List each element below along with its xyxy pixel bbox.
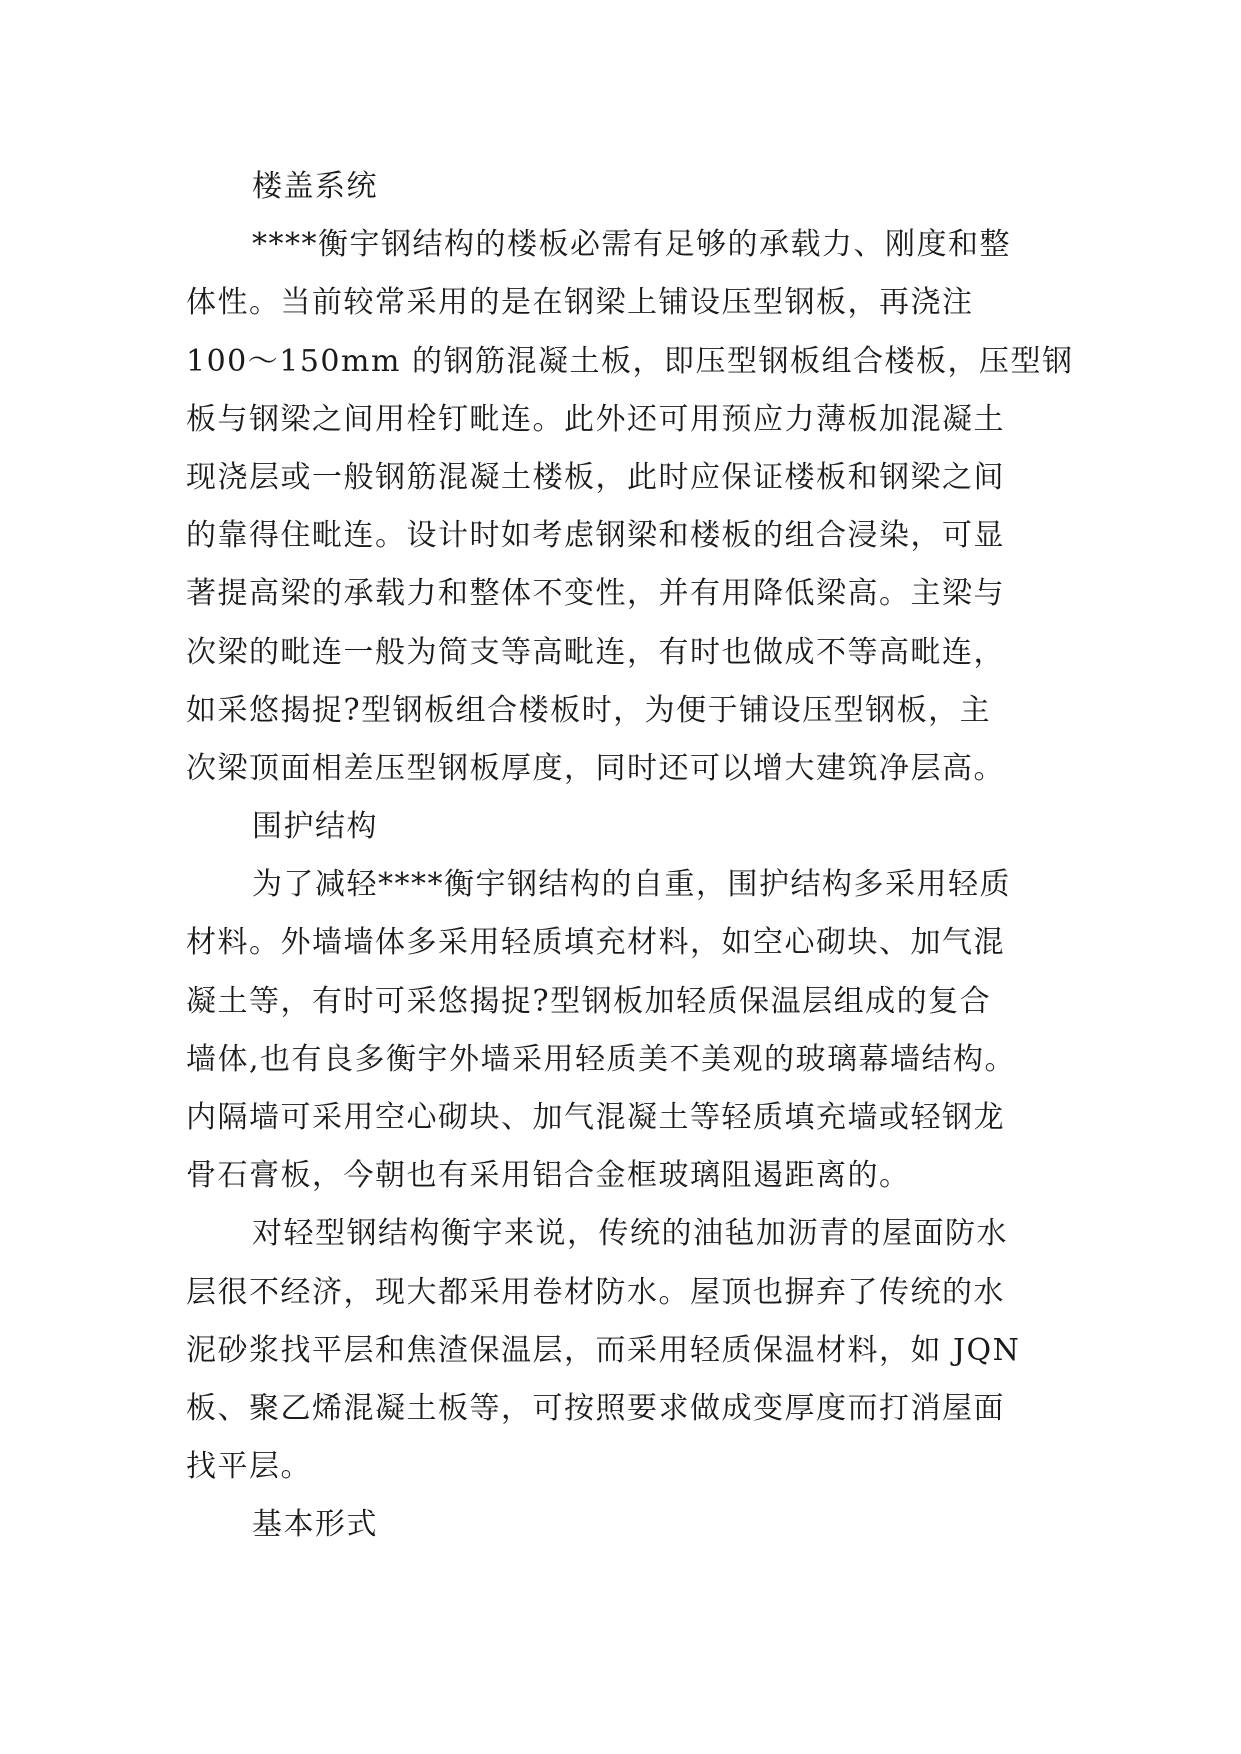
section-heading-basic-form [186, 1496, 1066, 1554]
paragraph-line: 如采悠揭捉?型钢板组合楼板时，为便于铺设压型钢板，主 [186, 692, 992, 728]
heading-line: 楼盖系统 [252, 169, 378, 204]
section-heading-envelope-structure [186, 798, 1066, 856]
paragraph-floor-system [186, 216, 1074, 798]
paragraph-line: ****衡宇钢结构的楼板必需有足够的承载力、刚度和整 [252, 227, 1011, 263]
heading-line: 基本形式 [252, 1507, 378, 1543]
paragraph-line: 为了减轻****衡宇钢结构的自重，围护结构多采用轻质 [252, 867, 1011, 903]
paragraph-line: 的靠得住毗连。设计时如考虑钢梁和楼板的组合浸染，可显 [186, 518, 1005, 554]
paragraph-line: 墙体,也有良多衡宇外墙采用轻质美不美观的玻璃幕墙结构。 [186, 1041, 1017, 1077]
paragraph-line: 著提高梁的承载力和整体不变性，并有用降低梁高。主梁与 [186, 576, 1005, 612]
paragraph-line: 凝土等，有时可采悠揭捉?型钢板加轻质保温层组成的复合 [186, 983, 992, 1019]
paragraph-line: 骨石膏板，今朝也有采用铝合金框玻璃阻遏距离的。 [186, 1158, 911, 1194]
heading-line: 围护结构 [252, 809, 378, 845]
paragraph-line: 内隔墙可采用空心砌块、加气混凝土等轻质填充墙或轻钢龙 [186, 1100, 1005, 1135]
paragraph-line: 材料。外墙墙体多采用轻质填充材料，如空心砌块、加气混 [186, 925, 1005, 961]
paragraph-line: 找平层。 [186, 1449, 312, 1485]
paragraph-line: 层很不经济，现大都采用卷材防水。屋顶也摒弃了传统的水 [186, 1274, 1005, 1310]
paragraph-line: 100～150mm 的钢筋混凝土板，即压型钢板组合楼板，压型钢 [186, 343, 1074, 379]
paragraph-line: 板与钢梁之间用栓钉毗连。此外还可用预应力薄板加混凝土 [186, 401, 1005, 437]
paragraph-envelope-structure [186, 856, 1066, 1205]
paragraph-line: 体性。当前较常采用的是在钢梁上铺设压型钢板，再浇注 [186, 285, 974, 321]
paragraph-line: 次梁的毗连一般为简支等高毗连，有时也做成不等高毗连， [186, 634, 1005, 670]
paragraph-line: 次梁顶面相差压型钢板厚度，同时还可以增大建筑净层高。 [186, 750, 1005, 786]
paragraph-line: 对轻型钢结构衡宇来说，传统的油毡加沥青的屋面防水 [252, 1216, 1008, 1252]
paragraph-line: 现浇层或一般钢筋混凝土楼板，此时应保证楼板和钢梁之间 [186, 459, 1005, 495]
paragraph-line: 泥砂浆找平层和焦渣保温层，而采用轻质保温材料，如 JQN [186, 1332, 1021, 1368]
paragraph-line: 板、聚乙烯混凝土板等，可按照要求做成变厚度而打消屋面 [186, 1390, 1005, 1426]
document-body [186, 158, 1074, 1555]
section-heading-floor-system [186, 158, 1066, 216]
paragraph-roofing [186, 1205, 1066, 1496]
